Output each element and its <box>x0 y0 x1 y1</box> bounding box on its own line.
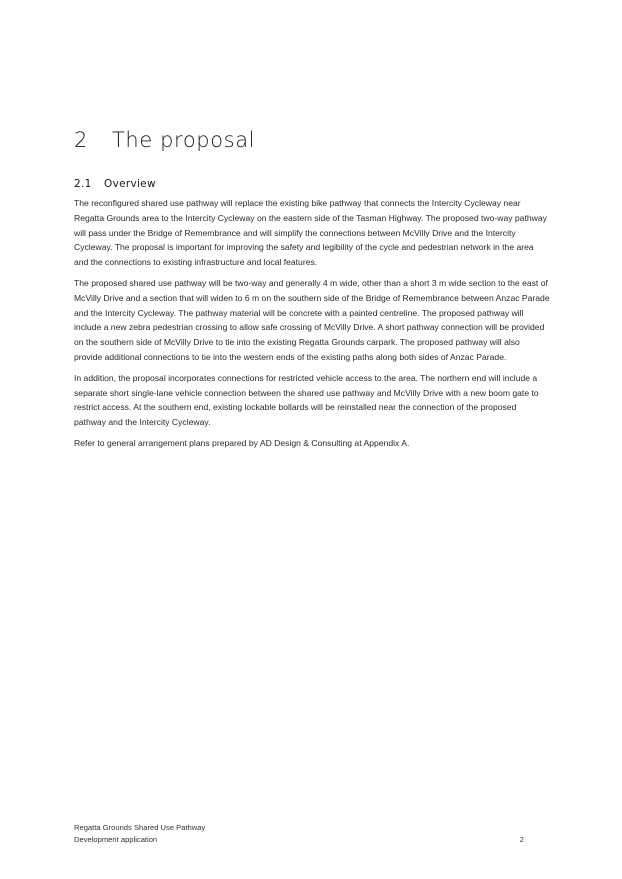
paragraph: In addition, the proposal incorporates connections for restricted vehicle access to the area. The northern end will include a separate short single-lane vehicle connection between the shared use pathway and McVilly Drive with a new boom gate to restrict access. At the southern end, existing lockable bollards will be reinstalled near the connection of the proposed pathway and the Intercity Cycleway. <box>74 372 539 428</box>
subsection-title: Overview <box>104 178 156 190</box>
page-number: 2 <box>519 834 524 844</box>
paragraph: Refer to general arrangement plans prepared by AD Design & Consulting at Appendix A. <box>74 437 410 448</box>
section-number: 2 <box>74 128 88 152</box>
footer-document-subtitle: Development application <box>74 834 158 844</box>
subsection-heading <box>74 178 156 190</box>
section-heading <box>74 128 255 152</box>
footer-document-title: Regatta Grounds Shared Use Pathway <box>74 823 206 832</box>
paragraph: The proposed shared use pathway will be two-way and generally 4 m wide, other than a short 3 m wide section to the east of McVilly Drive and a section that will widen to 6 m on the southern side of the Bridge of Remembrance between Anzac Parade and the Intercity Cycleway. The pathway material will be concrete with a painted centreline. The proposed pathway will include a new zebra pedestrian crossing to allow safe crossing of McVilly Drive. A short pathway connection will be provided on the southern side of McVilly Drive to tie into the existing Regatta Grounds carpark. The proposed pathway will also provide additional connections to tie into the western ends of the existing paths along both sides of Anzac Parade. <box>74 277 550 362</box>
paragraph: The reconfigured shared use pathway will replace the existing bike pathway that connects the Intercity Cycleway near Regatta Grounds area to the Intercity Cycleway on the eastern side of the Tasman Highway. The proposed two-way pathway will pass under the Bridge of Remembrance and will simplify the connections between McVilly Drive and the Intercity Cycleway. The proposal is important for improving the safety and legibility of the cycle and pedestrian network in the area and the connections to existing infrastructure and local features. <box>74 198 547 268</box>
page-footer <box>74 822 550 845</box>
body-text <box>74 196 550 457</box>
subsection-number: 2.1 <box>74 178 92 190</box>
section-title: The proposal <box>112 128 256 152</box>
